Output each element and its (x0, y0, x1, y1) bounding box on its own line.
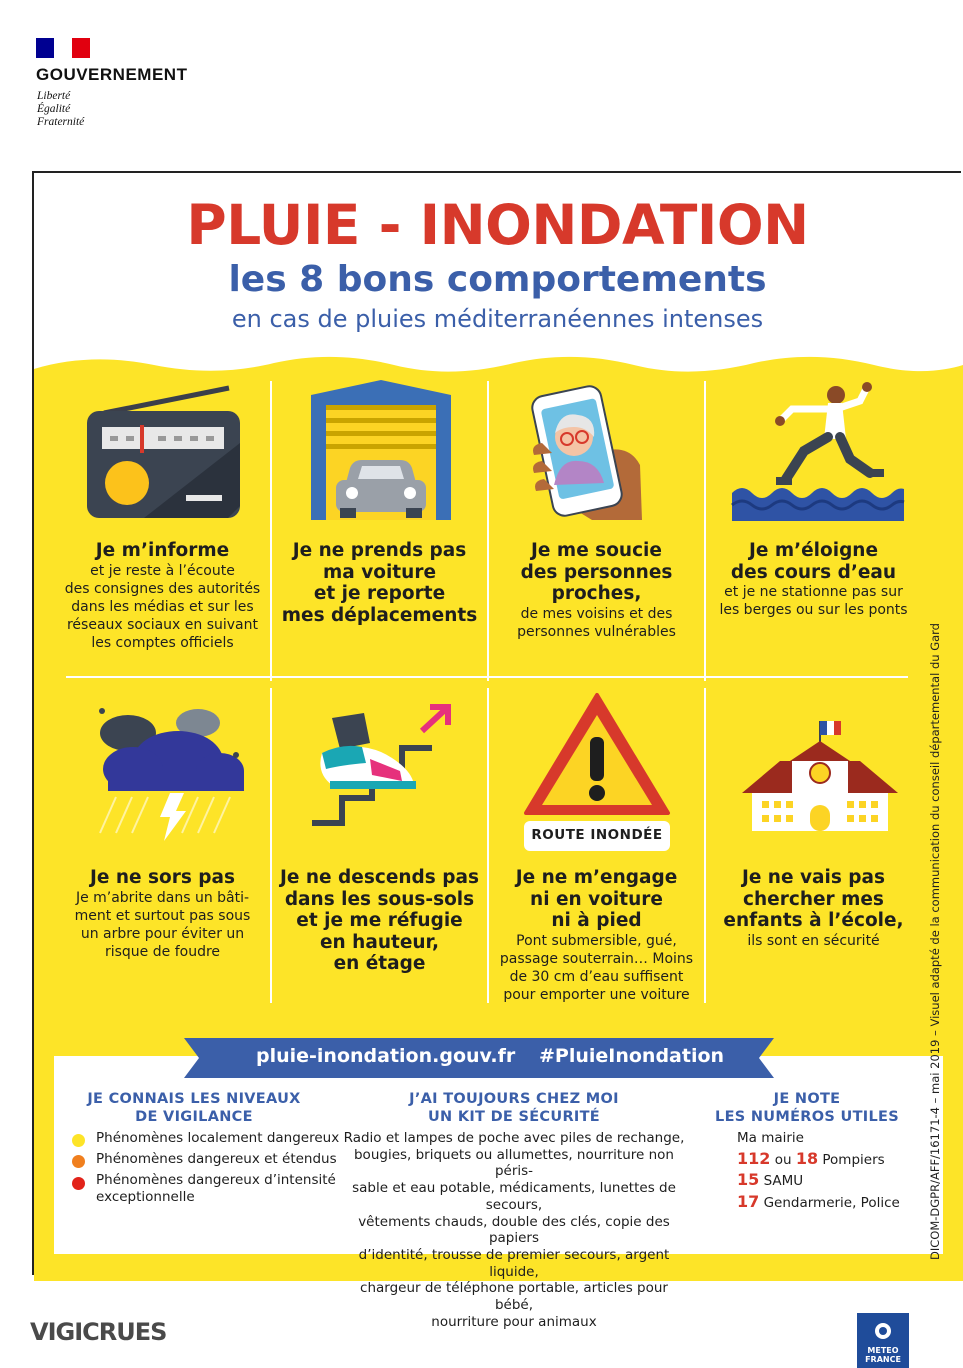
heading-line: DE VIGILANCE (135, 1109, 253, 1125)
advice-title: ni à pied (551, 910, 642, 931)
grid-divider (66, 676, 908, 678)
advice-away-from-water (705, 540, 922, 619)
advice-body: de 30 cm d’eau suffisent (509, 968, 684, 985)
police-label: Gendarmerie, Police (763, 1195, 900, 1211)
government-name: GOUVERNEMENT (36, 65, 188, 84)
or-text: ou (774, 1152, 792, 1168)
running-man-water-icon (732, 381, 904, 521)
kit-line: nourriture pour animaux (431, 1313, 597, 1330)
advice-title: mes déplacements (281, 604, 478, 626)
advice-body: réseaux sociaux en suivant (66, 616, 258, 633)
advice-go-upstairs (271, 867, 488, 975)
orange-level-dot (72, 1155, 85, 1168)
emergency-112-18 (737, 1149, 885, 1168)
advice-title: Je m’informe (95, 540, 230, 561)
advice-body: risque de foudre (104, 943, 221, 960)
yellow-level-dot (72, 1134, 85, 1147)
advice-body: de mes voisins et des (520, 605, 673, 622)
kit-line: bougies, briquets ou allumettes, nourriture non péris- (353, 1146, 674, 1180)
advice-stay-inside (54, 867, 271, 961)
vigilance-level-red: Phénomènes dangereux d’intensité (96, 1172, 336, 1188)
advice-title: enfants à l’école, (723, 910, 904, 931)
advice-title: Je m’éloigne (748, 540, 879, 561)
website-link[interactable]: pluie-inondation.gouv.fr (256, 1045, 516, 1067)
heading-line: UN KIT DE SÉCURITÉ (427, 1109, 601, 1125)
stairs-up-icon (302, 703, 462, 833)
advice-body: Pont submersible, gué, (516, 932, 677, 949)
advice-title: Je ne vais pas (741, 867, 886, 888)
advice-flooded-road (488, 867, 705, 1004)
kit-line: Radio et lampes de poche avec piles de rechange, (343, 1130, 685, 1146)
meteo-france-icon (857, 1313, 909, 1343)
advice-title: chercher mes (743, 888, 884, 910)
credit-text: DICOM-DGPR/AFF/16171-4 – mai 2019 – Visuel adapté de la communication du conseil départemental du Gard (928, 623, 942, 1260)
advice-inform (54, 540, 271, 652)
advice-body: Je m’abrite dans un bâti- (75, 889, 250, 906)
advice-body: un arbre pour éviter un (80, 925, 245, 942)
advice-title: et je reporte (313, 583, 446, 604)
advice-body: les comptes officiels (91, 634, 234, 651)
samu-label: SAMU (763, 1173, 804, 1189)
motto-fraternite: Fraternité (37, 116, 85, 128)
storm-cloud-icon (88, 701, 248, 846)
vigilance-heading (64, 1090, 324, 1126)
number-15: 15 (737, 1170, 760, 1189)
number-18: 18 (795, 1149, 819, 1168)
advice-body: ment et surtout pas sous (74, 907, 251, 924)
red-level-dot (72, 1177, 85, 1190)
advice-body: personnes vulnérables (517, 623, 676, 640)
numbers-heading (714, 1090, 900, 1126)
advice-title: en étage (333, 953, 426, 974)
heading-line: JE CONNAIS LES NIVEAUX (87, 1091, 301, 1107)
kit-line: sable et eau potable, médicaments, lunettes de secours, (352, 1180, 676, 1213)
vigicrues-logo: VIGICRUES (30, 1318, 167, 1346)
kit-list (339, 1130, 689, 1330)
advice-body: dans les médias et sur les (71, 598, 254, 615)
advice-title: des personnes (520, 561, 673, 583)
heading-line: JE NOTE (773, 1091, 841, 1107)
advice-body: et je reste à l’écoute (90, 562, 235, 579)
advice-body: les berges ou sur les ponts (719, 602, 908, 618)
government-logo (36, 38, 236, 138)
advice-title: Je ne prends pas (292, 540, 467, 561)
emergency-15 (737, 1170, 803, 1189)
poster (32, 171, 961, 1330)
kit-line: chargeur de téléphone portable, articles pour bébé, (360, 1280, 668, 1314)
number-17: 17 (737, 1192, 760, 1211)
advice-title: des cours d’eau (730, 561, 897, 583)
advice-title: et je me réfugie (296, 910, 463, 931)
advice-no-car (271, 540, 488, 626)
advice-title: en hauteur, (320, 931, 439, 953)
kit-line: vêtements chauds, double des clés, copie des papiers (358, 1213, 670, 1247)
advice-title: ma voiture (323, 561, 436, 583)
advice-title: Je ne m’engage (515, 867, 678, 888)
radio-icon (84, 383, 244, 523)
emergency-17 (737, 1192, 900, 1211)
advice-body: pour emporter une voiture (503, 986, 690, 1003)
advice-title: proches, (551, 583, 642, 604)
pompiers-label: Pompiers (822, 1152, 885, 1168)
poster-title: PLUIE - INONDATION (186, 193, 809, 257)
hashtag: #PluieInondation (539, 1045, 725, 1067)
vigilance-level-orange: Phénomènes dangereux et étendus (96, 1151, 337, 1167)
mairie-label: Ma mairie (737, 1130, 804, 1146)
motto-egalite: Égalité (37, 103, 71, 115)
advice-title: ni en voiture (530, 888, 663, 910)
meteo-line: FRANCE (865, 1355, 901, 1364)
vigilance-level-yellow: Phénomènes localement dangereux (96, 1130, 340, 1146)
credit-note (920, 623, 945, 1260)
french-flag-icon (36, 38, 90, 58)
poster-subtitle: les 8 bons comportements (228, 259, 767, 300)
meteo-line: METEO (867, 1346, 899, 1355)
kit-heading (364, 1090, 664, 1126)
number-112: 112 (737, 1149, 771, 1168)
heading-line: LES NUMÉROS UTILES (715, 1109, 899, 1125)
advice-title: Je ne descends pas (280, 867, 479, 888)
poster-context: en cas de pluies méditerranéennes intenses (231, 305, 764, 333)
advice-title: Je me soucie (531, 540, 662, 561)
vigilance-level-red-cont: exceptionnelle (96, 1189, 195, 1205)
advice-body: et je ne stationne pas sur (724, 584, 903, 600)
advice-school (705, 867, 922, 950)
motto-liberte: Liberté (37, 90, 71, 102)
advice-body: ils sont en sécurité (747, 932, 880, 949)
school-icon (740, 721, 900, 833)
advice-title: Je ne sors pas (89, 867, 236, 888)
advice-title: dans les sous-sols (284, 888, 475, 910)
route-inondee-label: ROUTE INONDÉE (531, 827, 663, 843)
garage-car-icon (306, 380, 456, 520)
advice-body: des consignes des autorités (64, 580, 261, 597)
heading-line: J’AI TOUJOURS CHEZ MOI (409, 1091, 619, 1107)
kit-line: d’identité, trousse de premier secours, argent liquide, (358, 1246, 670, 1280)
advice-care-relatives (488, 540, 705, 641)
phone-call-icon (522, 385, 672, 525)
advice-body: passage souterrain… Moins (499, 950, 694, 967)
meteo-france-logo (857, 1313, 909, 1368)
